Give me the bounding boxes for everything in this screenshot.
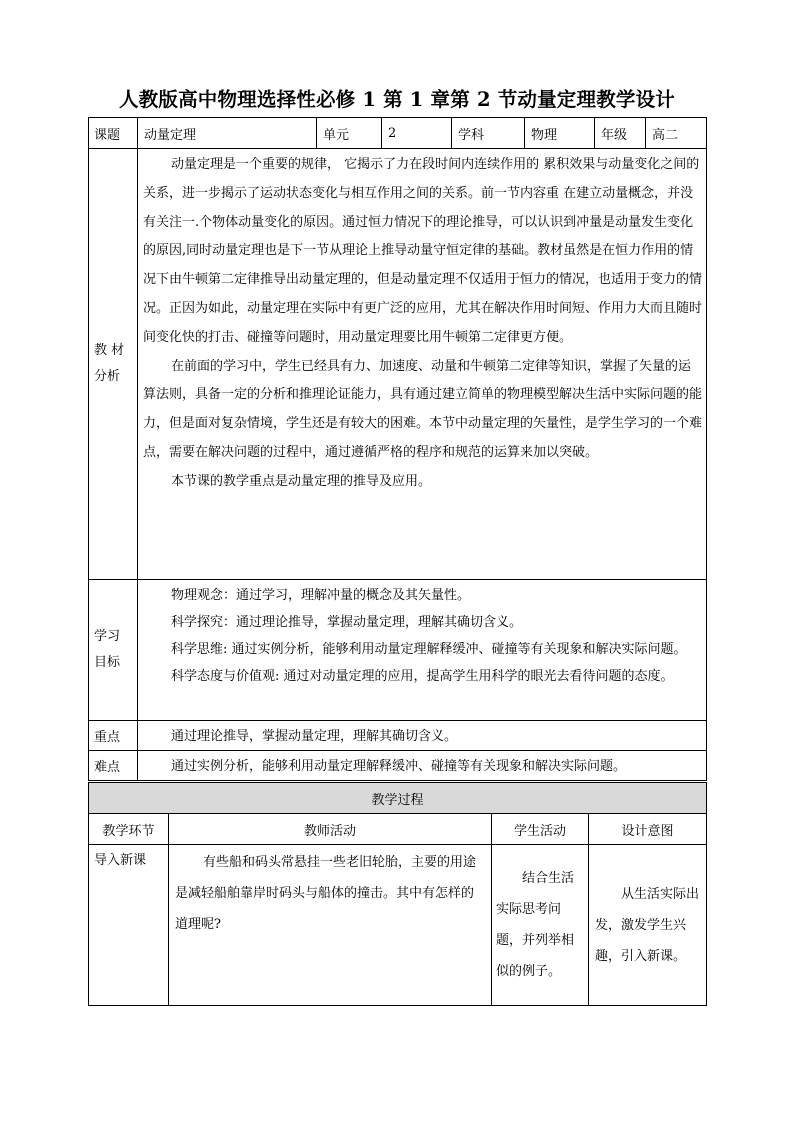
key-point-row xyxy=(89,721,707,751)
header-row xyxy=(89,118,707,149)
table-row xyxy=(89,845,707,1006)
goal-item: 科学探究：通过理论推导，掌握动量定理，理解其确切含义。 xyxy=(171,615,523,630)
goal-item: 物理观念：通过学习，理解冲量的概念及其矢量性。 xyxy=(171,588,471,603)
page-title: 人教版高中物理选择性必修 1 第 1 章第 2 节动量定理教学设计 xyxy=(118,88,676,111)
difficulty-text: 通过实例分析，能够利用动量定理解释缓冲、碰撞等有关现象和解决实际问题。 xyxy=(171,758,627,774)
grade-label: 年级 xyxy=(595,118,646,149)
analysis-content xyxy=(138,149,707,580)
process-section-row xyxy=(89,783,707,814)
subject-label: 学科 xyxy=(452,118,525,149)
teacher-activity-text: 有些船和码头常悬挂一些老旧轮胎，主要的用途是减轻船舶靠岸时码头与船体的撞击。其中有怎样的道理呢? xyxy=(175,855,477,932)
stage-cell: 导入新课 xyxy=(89,845,169,1006)
column-header-stage: 教学环节 xyxy=(89,814,169,845)
unit-label: 单元 xyxy=(317,118,382,149)
goals-content xyxy=(138,580,707,721)
column-header-intent: 设计意图 xyxy=(589,814,707,845)
student-activity-text: 结合生活实际思考问题，并列举相似的例子。 xyxy=(496,871,575,979)
analysis-paragraph: 在前面的学习中，学生已经具有力、加速度、动量和牛顿第二定律等知识，掌握了矢量的运算法则，具备一定的分析和推理论证能力，具有通过建立简单的物理模型解决生活中实际问题的能力，但是面对复杂情境，学生还是有较大的困难。本节中动量定理的矢量性，是学生学习的一个难点，需要在解决问题的过程中，通过遵循严格的程序和规范的运算来加以突破。 xyxy=(143,358,703,460)
design-intent-cell xyxy=(589,845,707,1006)
goals-label-line1: 学习 xyxy=(94,629,121,644)
analysis-label-line2: 分析 xyxy=(94,369,121,384)
process-header-row xyxy=(89,814,707,845)
difficulty-value xyxy=(138,751,707,781)
topic-label: 课题 xyxy=(89,118,138,149)
difficulty-row xyxy=(89,751,707,781)
difficulty-label: 难点 xyxy=(89,751,138,781)
process-section-title: 教学过程 xyxy=(89,783,707,814)
analysis-label-line1: 教 材 xyxy=(94,343,125,358)
key-point-text: 通过理论推导，掌握动量定理，理解其确切含义。 xyxy=(171,728,458,744)
info-table xyxy=(88,117,707,781)
process-table xyxy=(88,782,707,1006)
goal-item: 科学思维: 通过实例分析，能够利用动量定理解释缓冲、碰撞等有关现象和解决实际问题。 xyxy=(171,642,687,657)
column-header-teacher: 教师活动 xyxy=(169,814,492,845)
subject-value: 物理 xyxy=(525,118,595,149)
student-activity-cell xyxy=(492,845,589,1006)
analysis-paragraph: 本节课的教学重点是动量定理的推导及应用。 xyxy=(171,473,432,489)
goal-item: 科学态度与价值观: 通过对动量定理的应用，提高学生用科学的眼光去看待问题的态度。 xyxy=(171,669,674,684)
analysis-paragraph: 动量定理是一个重要的规律， 它揭示了力在段时间内连续作用的 累积效果与动量变化之间的关系，进一步揭示了运动状态变化与相互作用之间的关系。前一节内容重 在建立动量概念，并没有关注一.个物体动量变化的原因。通过恒力情况下的理论推导，可以认识到冲量是动量发生变化的原因,同时动量定理也是下一节从理论上推导动量守恒定律的基础。教材虽然是在恒力作用的情况下由牛顿第二定律推导出动量定理的，但是动量定理不仅适用于恒力的情况，也适用于变力的情况。正因为如此，动量定理在实际中有更广泛的应用，尤其在解决作用时间短、作用力大而且随时间变化快的打击、碰撞等问题时，用动量定理要比用牛顿第二定律更方便。 xyxy=(143,157,703,345)
goals-row xyxy=(89,580,707,721)
unit-value: 2 xyxy=(382,118,452,149)
key-point-value xyxy=(138,721,707,751)
design-intent-text: 从生活实际出发，激发学生兴趣，引入新课。 xyxy=(595,886,700,964)
analysis-row xyxy=(89,149,707,580)
column-header-student: 学生活动 xyxy=(492,814,589,845)
analysis-label xyxy=(89,149,138,580)
goals-label xyxy=(89,580,138,721)
key-point-label: 重点 xyxy=(89,721,138,751)
goals-label-line2: 目标 xyxy=(94,655,121,670)
topic-value: 动量定理 xyxy=(138,118,317,149)
teacher-activity-cell xyxy=(169,845,492,1006)
grade-value: 高二 xyxy=(646,118,707,149)
